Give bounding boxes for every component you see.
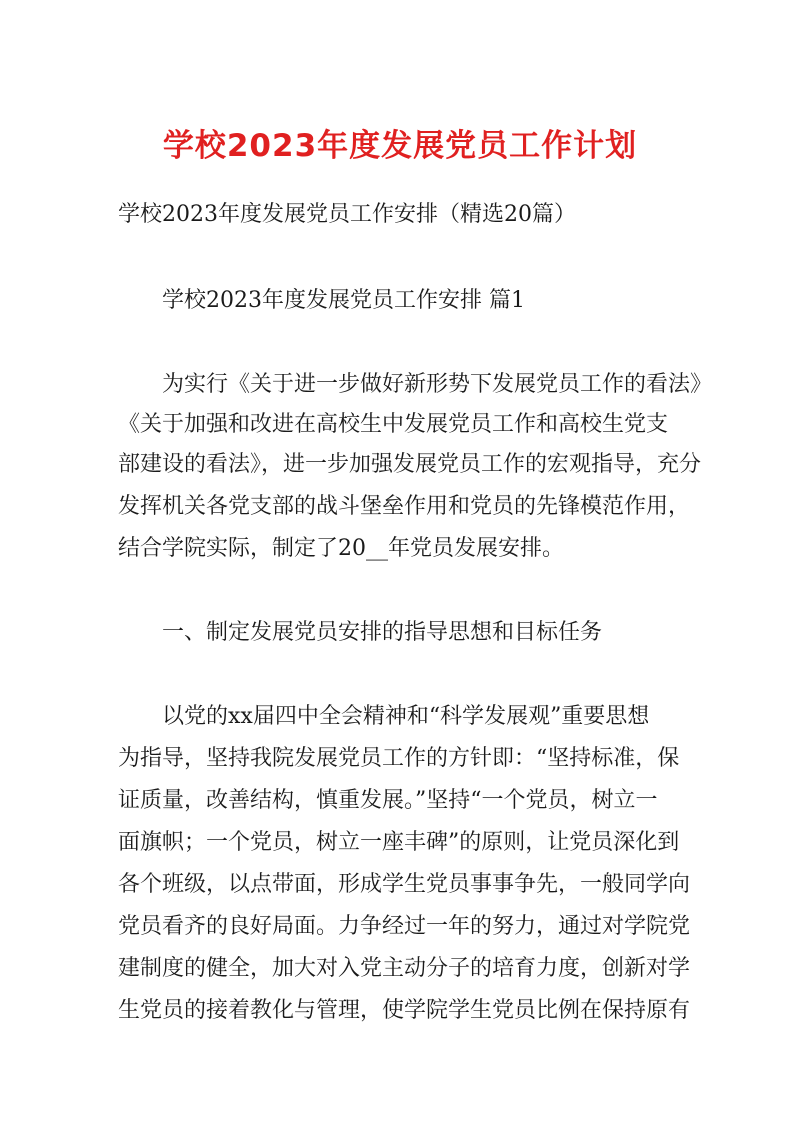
section-heading-1: 一、制定发展党员安排的指导思想和目标任务 [162, 620, 603, 645]
paragraph-line: 以党的xx届四中全会精神和“科学发展观”重要思想 [162, 704, 650, 729]
paragraph-line: 建制度的健全，加大对入党主动分子的培育力度，创新对学 [118, 956, 691, 981]
section-heading: 学校2023年度发展党员工作安排 篇1 [162, 288, 525, 313]
document-subtitle: 学校2023年度发展党员工作安排（精选20篇） [118, 202, 576, 227]
paragraph-line: 为实行《关于进一步做好新形势下发展党员工作的看法》 [162, 372, 713, 397]
paragraph-line: 结合学院实际，制定了20__年党员发展安排。 [118, 536, 564, 561]
paragraph-line: 面旗帜；一个党员，树立一座丰碑”的原则，让党员深化到 [118, 830, 680, 855]
paragraph-line: 部建设的看法》，进一步加强发展党员工作的宏观指导，充分 [118, 452, 702, 477]
paragraph-line: 发挥机关各党支部的战斗堡垒作用和党员的先锋模范作用， [118, 494, 691, 519]
paragraph-line: 为指导，坚持我院发展党员工作的方针即：“坚持标准，保 [118, 746, 680, 771]
paragraph-line: 《关于加强和改进在高校生中发展党员工作和高校生党支 [118, 412, 669, 437]
document-title: 学校2023年度发展党员工作计划 [162, 128, 638, 164]
paragraph-line: 生党员的接着教化与管理，使学院学生党员比例在保持原有 [118, 998, 691, 1023]
paragraph-line: 党员看齐的良好局面。力争经过一年的努力，通过对学院党 [118, 914, 691, 939]
paragraph-line: 各个班级，以点带面，形成学生党员事事争先，一般同学向 [118, 872, 691, 897]
paragraph-line: 证质量，改善结构，慎重发展。”坚持“一个党员，树立一 [118, 788, 658, 813]
